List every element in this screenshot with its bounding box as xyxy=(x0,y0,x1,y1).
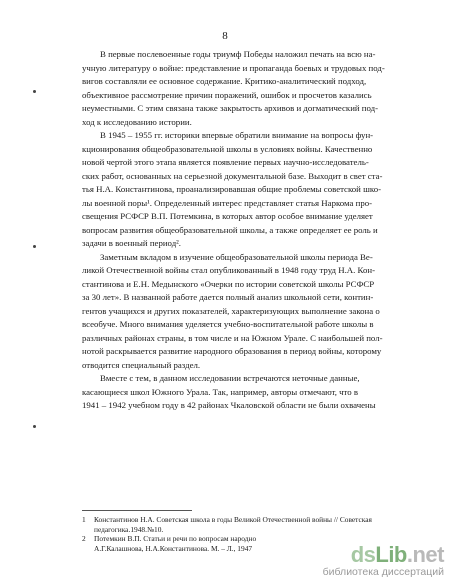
text-line: неуместными. С этим связана также закрытость архивов и догматический под- xyxy=(82,103,379,113)
footnote-mark: 1 xyxy=(82,515,86,524)
footnote-text xyxy=(94,515,404,534)
watermark-logo: dsLib.net xyxy=(350,542,444,567)
text-line: В первые послевоенные годы триумф Победы наложил печать на всю на- xyxy=(100,49,376,59)
paragraph xyxy=(82,372,404,413)
text-line: учную литературу о войне: представление и пропаганда боевых и трудовых под- xyxy=(82,62,385,73)
text-line: стантинова и Е.Н. Медынского «Очерки по истории советской школы РСФСР xyxy=(82,278,375,289)
paragraph xyxy=(82,48,404,129)
paragraph xyxy=(82,129,404,251)
text-line: гентов учащихся и других показателей, характеризующих выполнение закона о xyxy=(82,305,380,316)
text-line: В 1945 – 1955 гг. историки впервые обратили внимание на вопросы фун- xyxy=(100,130,374,140)
page-number: 8 xyxy=(222,30,228,42)
margin-dot-middle xyxy=(33,245,36,248)
text-line: нотой раскрывается развитие народного образования в период войны, которому xyxy=(82,346,382,356)
text-line: кционирования общеобразовательной школы в условиях войны. Качественно xyxy=(82,143,373,154)
text-line: отводится специальный раздел. xyxy=(82,359,201,370)
margin-dot-top xyxy=(33,90,36,93)
text-line: Вместе с тем, в данном исследовании встречаются неточные данные, xyxy=(100,373,360,383)
text-line: 1941 – 1942 учебном году в 42 районах Чкаловской области не были охвачены xyxy=(82,400,376,410)
text-line: лы военной поры¹. Определенный интерес представляет статья Наркома про- xyxy=(82,197,373,208)
footnote-line: педагогика.1948.№10. xyxy=(94,524,164,534)
text-line: объективное рассмотрение причин поражений, ошибок и просчетов казались xyxy=(82,89,372,100)
text-line: Заметным вкладом в изучение общеобразовательной школы периода Ве- xyxy=(100,251,373,262)
text-line: ликой Отечественной войны стал опубликованный в 1948 году труд Н.А. Кон- xyxy=(82,265,375,275)
footnote-divider xyxy=(82,510,192,511)
footnote xyxy=(82,515,404,534)
document-body xyxy=(82,48,404,413)
text-line: касающиеся школ Южного Урала. Так, например, авторы отмечают, что в xyxy=(82,386,359,397)
text-line: вопросам развития общеобразовательной школы, а также определяет ее роль и xyxy=(82,224,378,235)
footnote-mark: 2 xyxy=(82,534,86,544)
footnote-line: Константинов Н.А. Советская школа в годы Великой Отечественной войны // Советская xyxy=(94,515,372,524)
text-line: ских работ, основанных на серьезной документальной базе. Выходит в свет ста- xyxy=(82,170,383,181)
footnote-line: Потемкин В.П. Статьи и речи по вопросам народно xyxy=(94,534,257,544)
footnote-line: А.Г.Калашнова, Н.А.Константинова. М. – Л., 1947 xyxy=(94,543,253,553)
text-line: новой чертой этого этапа является появление первых научно-исследователь- xyxy=(82,157,369,167)
watermark-subtitle: библиотека диссертаций xyxy=(322,566,444,578)
watermark[interactable] xyxy=(323,544,444,578)
paragraph xyxy=(82,251,404,373)
text-line: вигов составляли ее основное содержание. Критико-аналитический подход, xyxy=(82,76,367,86)
text-line: ход к исследованию истории. xyxy=(82,116,192,127)
text-line: задачи в военный период². xyxy=(82,238,182,248)
margin-dot-bottom xyxy=(33,425,36,428)
text-line: за 30 лет». В названной работе дается полный анализ школьной сети, контин- xyxy=(82,292,374,302)
text-line: различных районах страны, в том числе и на Южном Урале. С наибольшей пол- xyxy=(82,332,383,343)
text-line: всеобуче. Много внимания уделяется учебно-воспитательной работе школы в xyxy=(82,319,374,329)
text-line: тья Н.А. Константинова, проанализировавшая общие проблемы советской шко- xyxy=(82,184,382,194)
text-line: свещения РСФСР В.П. Потемкина, в которых автор особое внимание уделяет xyxy=(82,211,373,221)
